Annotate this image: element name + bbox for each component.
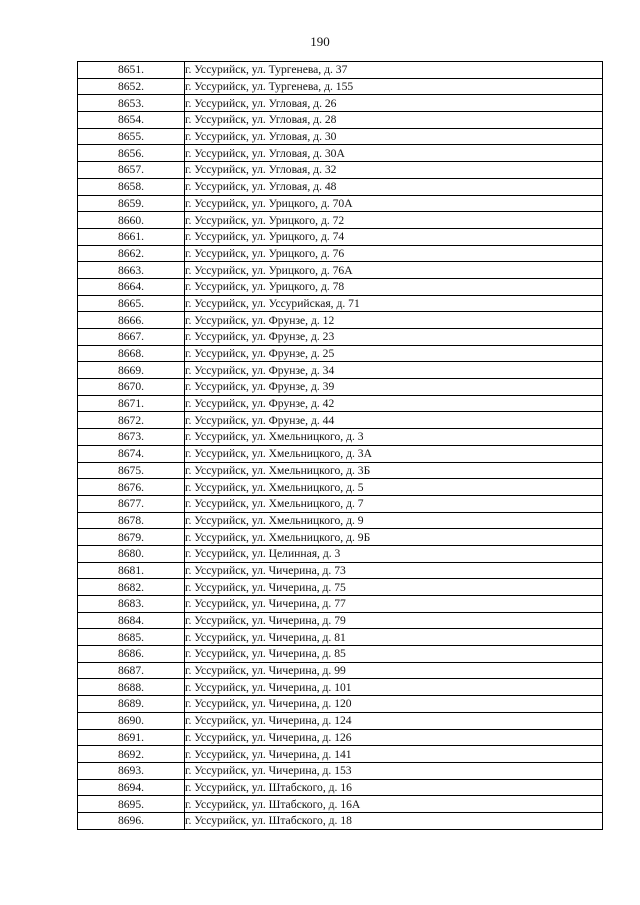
row-number: 8692. (78, 746, 185, 763)
row-address: г. Уссурийск, ул. Чичерина, д. 99 (185, 662, 603, 679)
table-row (78, 312, 603, 329)
row-number: 8695. (78, 796, 185, 813)
row-address: г. Уссурийск, ул. Фрунзе, д. 34 (185, 362, 603, 379)
table-row (78, 762, 603, 779)
table-row (78, 562, 603, 579)
table-row (78, 395, 603, 412)
table-row (78, 479, 603, 496)
table-row (78, 662, 603, 679)
table-row (78, 412, 603, 429)
row-number: 8665. (78, 295, 185, 312)
row-number: 8659. (78, 195, 185, 212)
row-address: г. Уссурийск, ул. Хмельницкого, д. 3Б (185, 462, 603, 479)
row-address: г. Уссурийск, ул. Чичерина, д. 79 (185, 612, 603, 629)
row-address: г. Уссурийск, ул. Угловая, д. 48 (185, 178, 603, 195)
row-address: г. Уссурийск, ул. Хмельницкого, д. 3А (185, 445, 603, 462)
table-row (78, 62, 603, 79)
table-row (78, 796, 603, 813)
table-row (78, 228, 603, 245)
table-row (78, 679, 603, 696)
table-row (78, 746, 603, 763)
row-number: 8681. (78, 562, 185, 579)
table-row (78, 445, 603, 462)
row-number: 8667. (78, 329, 185, 346)
table-row (78, 495, 603, 512)
address-table-body (78, 62, 603, 830)
table-row (78, 345, 603, 362)
address-table (77, 61, 603, 830)
table-row (78, 329, 603, 346)
row-address: г. Уссурийск, ул. Чичерина, д. 81 (185, 629, 603, 646)
row-address: г. Уссурийск, ул. Целинная, д. 3 (185, 545, 603, 562)
table-row (78, 512, 603, 529)
row-address: г. Уссурийск, ул. Хмельницкого, д. 9Б (185, 529, 603, 546)
row-number: 8668. (78, 345, 185, 362)
table-row (78, 429, 603, 446)
row-address: г. Уссурийск, ул. Фрунзе, д. 23 (185, 329, 603, 346)
row-address: г. Уссурийск, ул. Чичерина, д. 101 (185, 679, 603, 696)
row-number: 8682. (78, 579, 185, 596)
table-row (78, 145, 603, 162)
row-address: г. Уссурийск, ул. Хмельницкого, д. 7 (185, 495, 603, 512)
row-number: 8651. (78, 62, 185, 79)
page-number: 190 (310, 34, 330, 49)
row-address: г. Уссурийск, ул. Чичерина, д. 75 (185, 579, 603, 596)
row-number: 8655. (78, 128, 185, 145)
row-number: 8657. (78, 162, 185, 179)
table-row (78, 579, 603, 596)
row-number: 8693. (78, 762, 185, 779)
table-row (78, 812, 603, 829)
row-number: 8664. (78, 278, 185, 295)
table-row (78, 128, 603, 145)
row-number: 8672. (78, 412, 185, 429)
row-address: г. Уссурийск, ул. Чичерина, д. 77 (185, 596, 603, 613)
table-row (78, 612, 603, 629)
row-address: г. Уссурийск, ул. Чичерина, д. 124 (185, 712, 603, 729)
row-address: г. Уссурийск, ул. Штабского, д. 16 (185, 779, 603, 796)
row-number: 8677. (78, 495, 185, 512)
table-row (78, 545, 603, 562)
row-address: г. Уссурийск, ул. Хмельницкого, д. 9 (185, 512, 603, 529)
row-number: 8678. (78, 512, 185, 529)
row-number: 8684. (78, 612, 185, 629)
table-row (78, 95, 603, 112)
table-row (78, 212, 603, 229)
row-address: г. Уссурийск, ул. Уссурийская, д. 71 (185, 295, 603, 312)
row-address: г. Уссурийск, ул. Хмельницкого, д. 3 (185, 429, 603, 446)
table-row (78, 278, 603, 295)
row-number: 8660. (78, 212, 185, 229)
row-number: 8686. (78, 646, 185, 663)
row-number: 8690. (78, 712, 185, 729)
row-address: г. Уссурийск, ул. Чичерина, д. 153 (185, 762, 603, 779)
table-row (78, 712, 603, 729)
table-row (78, 379, 603, 396)
table-row (78, 245, 603, 262)
row-address: г. Уссурийск, ул. Штабского, д. 16А (185, 796, 603, 813)
row-number: 8656. (78, 145, 185, 162)
row-number: 8689. (78, 696, 185, 713)
table-row (78, 629, 603, 646)
row-address: г. Уссурийск, ул. Угловая, д. 30 (185, 128, 603, 145)
row-address: г. Уссурийск, ул. Штабского, д. 18 (185, 812, 603, 829)
row-address: г. Уссурийск, ул. Урицкого, д. 76А (185, 262, 603, 279)
row-address: г. Уссурийск, ул. Урицкого, д. 78 (185, 278, 603, 295)
row-address: г. Уссурийск, ул. Фрунзе, д. 42 (185, 395, 603, 412)
row-address: г. Уссурийск, ул. Тургенева, д. 37 (185, 62, 603, 79)
row-number: 8680. (78, 545, 185, 562)
row-number: 8658. (78, 178, 185, 195)
table-row (78, 295, 603, 312)
row-address: г. Уссурийск, ул. Чичерина, д. 85 (185, 646, 603, 663)
row-number: 8674. (78, 445, 185, 462)
row-address: г. Уссурийск, ул. Угловая, д. 32 (185, 162, 603, 179)
row-address: г. Уссурийск, ул. Урицкого, д. 76 (185, 245, 603, 262)
row-number: 8691. (78, 729, 185, 746)
row-number: 8669. (78, 362, 185, 379)
row-address: г. Уссурийск, ул. Чичерина, д. 73 (185, 562, 603, 579)
row-number: 8685. (78, 629, 185, 646)
row-address: г. Уссурийск, ул. Чичерина, д. 141 (185, 746, 603, 763)
row-number: 8653. (78, 95, 185, 112)
row-address: г. Уссурийск, ул. Угловая, д. 28 (185, 112, 603, 129)
table-row (78, 729, 603, 746)
row-address: г. Уссурийск, ул. Урицкого, д. 72 (185, 212, 603, 229)
row-address: г. Уссурийск, ул. Фрунзе, д. 12 (185, 312, 603, 329)
row-address: г. Уссурийск, ул. Фрунзе, д. 25 (185, 345, 603, 362)
row-number: 8670. (78, 379, 185, 396)
table-row (78, 646, 603, 663)
row-number: 8694. (78, 779, 185, 796)
table-row (78, 162, 603, 179)
row-address: г. Уссурийск, ул. Чичерина, д. 126 (185, 729, 603, 746)
row-address: г. Уссурийск, ул. Урицкого, д. 74 (185, 228, 603, 245)
row-number: 8671. (78, 395, 185, 412)
row-number: 8676. (78, 479, 185, 496)
table-row (78, 112, 603, 129)
row-number: 8654. (78, 112, 185, 129)
row-number: 8696. (78, 812, 185, 829)
table-row (78, 596, 603, 613)
row-number: 8662. (78, 245, 185, 262)
row-number: 8652. (78, 78, 185, 95)
table-row (78, 362, 603, 379)
row-address: г. Уссурийск, ул. Фрунзе, д. 44 (185, 412, 603, 429)
table-row (78, 529, 603, 546)
row-number: 8679. (78, 529, 185, 546)
row-number: 8673. (78, 429, 185, 446)
row-number: 8666. (78, 312, 185, 329)
row-number: 8688. (78, 679, 185, 696)
row-number: 8663. (78, 262, 185, 279)
table-row (78, 696, 603, 713)
row-address: г. Уссурийск, ул. Угловая, д. 26 (185, 95, 603, 112)
table-row (78, 195, 603, 212)
row-number: 8687. (78, 662, 185, 679)
table-row (78, 462, 603, 479)
table-row (78, 178, 603, 195)
table-row (78, 779, 603, 796)
row-address: г. Уссурийск, ул. Фрунзе, д. 39 (185, 379, 603, 396)
row-address: г. Уссурийск, ул. Хмельницкого, д. 5 (185, 479, 603, 496)
table-row (78, 78, 603, 95)
row-address: г. Уссурийск, ул. Урицкого, д. 70А (185, 195, 603, 212)
row-address: г. Уссурийск, ул. Угловая, д. 30А (185, 145, 603, 162)
row-number: 8683. (78, 596, 185, 613)
row-number: 8661. (78, 228, 185, 245)
row-address: г. Уссурийск, ул. Тургенева, д. 155 (185, 78, 603, 95)
table-row (78, 262, 603, 279)
row-address: г. Уссурийск, ул. Чичерина, д. 120 (185, 696, 603, 713)
row-number: 8675. (78, 462, 185, 479)
